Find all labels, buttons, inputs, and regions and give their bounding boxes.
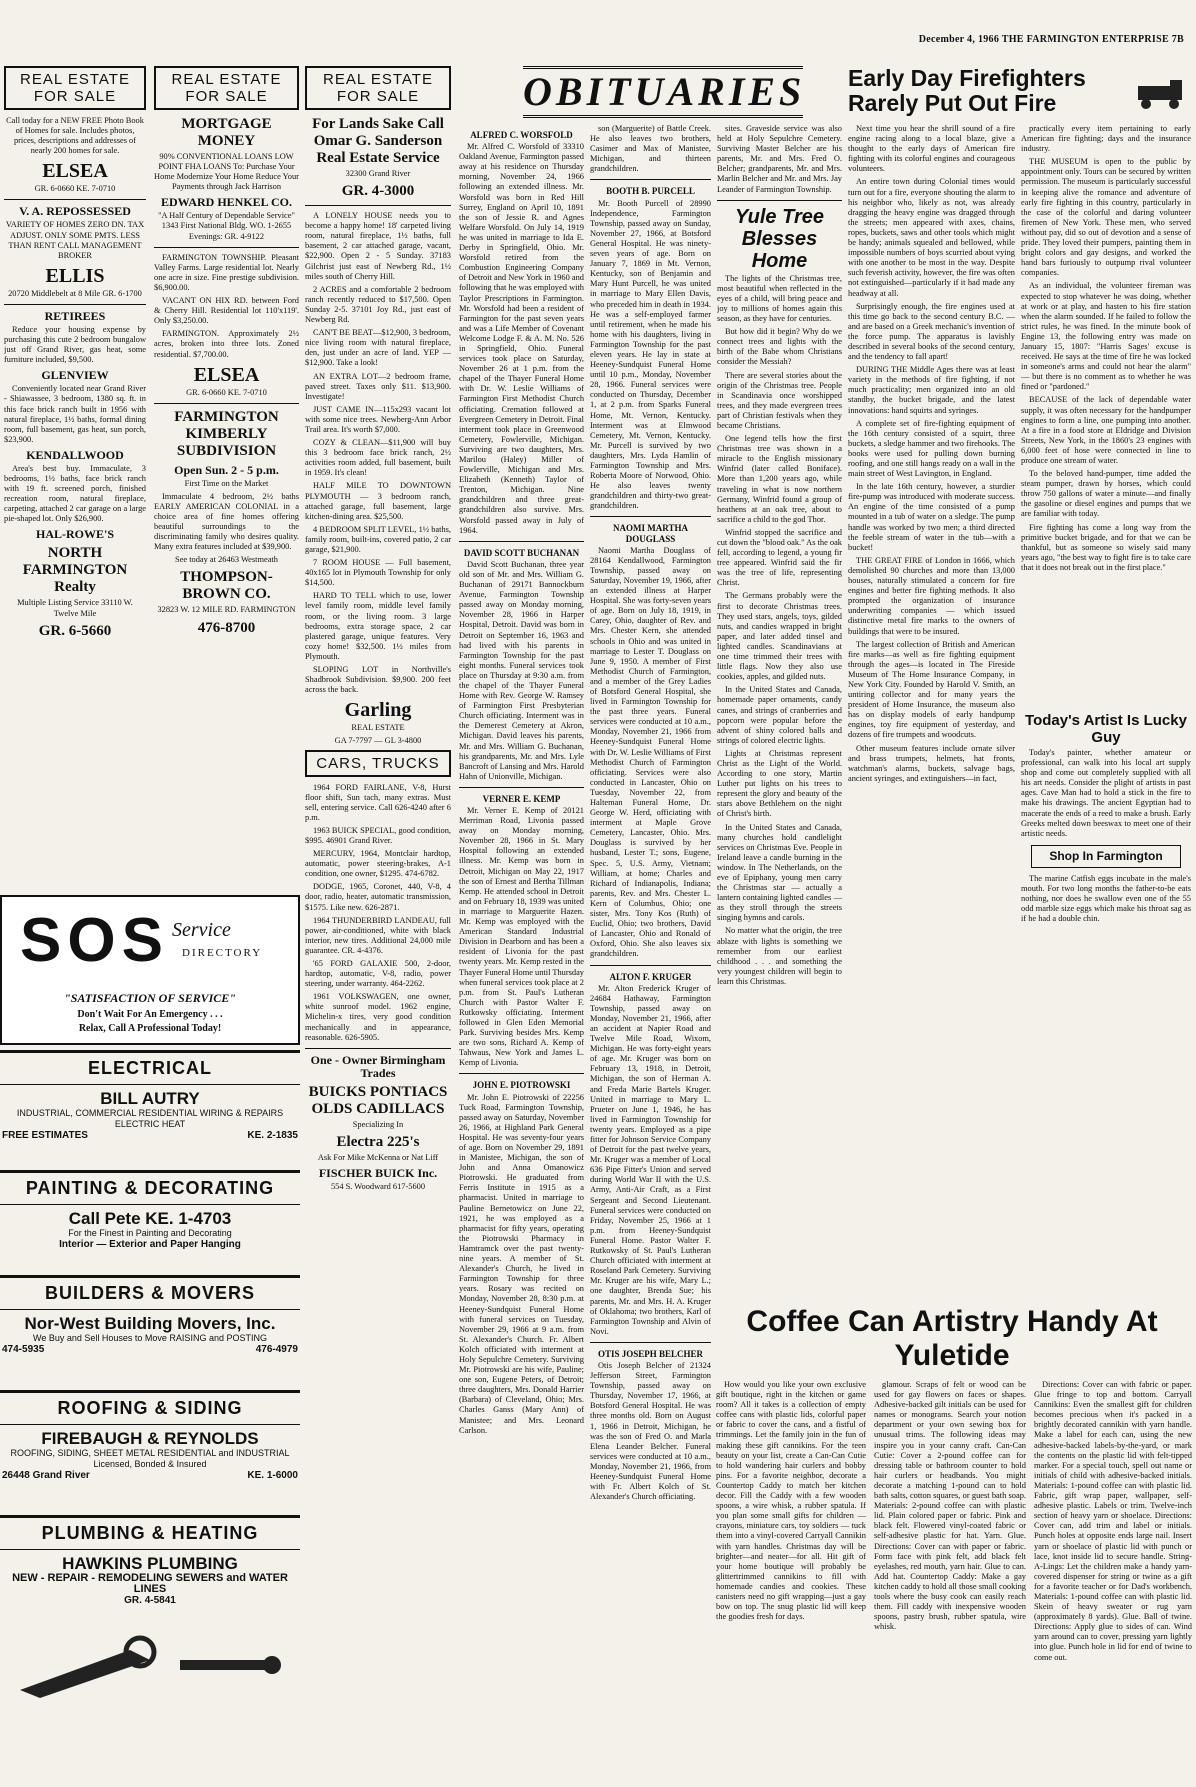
ad-text: Conveniently located near Grand River - Shiawassee, 3 bedroom, 1380 sq. ft. in this face brick ranch built in 1956 with natural fireplace, 1½ baths, formal dining room, full basement, gas heat, sun porch, $23,900. [4, 384, 146, 444]
wrench-illustration [10, 1630, 290, 1700]
obituary-name: JOHN E. PIOTROWSKI [472, 1080, 571, 1091]
obituary-name: NAOMI MARTHA DOUGLASS [613, 523, 688, 544]
yule-text: Lights at Christmas represent Christ as the Light of the World. According to one story, Martin Luther put lights on his trees to represent the glory and beauty of the stars above Bethlehem on the night of Christ's birth. [717, 748, 842, 819]
ad-text: Ask For Mike McKenna or Nat Liff [317, 1152, 439, 1162]
directory-name: FIREBAUGH & REYNOLDS [41, 1429, 259, 1448]
classified-column-1 [4, 66, 146, 891]
shop-farmington-box: Shop In Farmington [1031, 845, 1181, 868]
article-text: DURING THE Middle Ages there was at least variety in the methods of fire fighting, if not much practicality; men organized into an old standby, the bucket brigade, and the latest innovations: hand squirts and syringes. [848, 365, 1015, 415]
classified-column-2 [154, 66, 299, 891]
ad-text: 4 BEDROOM SPLIT LEVEL, 1½ baths, family room, built-ins, covered patio, 2 car garage, $21,900. [305, 524, 451, 554]
yule-text: In the United States and Canada, homemade paper ornaments, candy canes, and strings of cranberries and popcorn were popular before the advent of shiny colored balls and strings of colored electric lights. [717, 685, 842, 745]
ad-text: JUST CAME IN—115x293 vacant lot with some nice trees. Newberg-Ann Arbor Trail area. It's worth $7,000. [305, 404, 451, 434]
ad-text: MERCURY, 1964, Montclair hardtop, automatic, power steering-brakes, A-1 condition, one owner, $1295. 474-6782. [305, 849, 451, 879]
yule-title: Yule Tree Blesses Home [735, 205, 824, 272]
ad-heading: FARMINGTON KIMBERLY SUBDIVISION [174, 408, 279, 459]
article-text: The largest collection of British and American fire marks—as well as fire fighting equipment through the ages—is located in The Fireside Museum of The Home Insurance Company, in New York City. Founded by Harold V. Smith, an untiring collector and for many years the president of Home Insurance, the museum also has on display models of early handpump engines, toy fire equipment of yesterday, and dozens of fire trumpets and woodcuts. [848, 639, 1015, 740]
ad-text: Call today for a NEW FREE Photo Book of Homes for sale. Includes photos, prices, descriptions and addresses of nearly 200 homes for sale. [6, 116, 144, 156]
ad-text: VARIETY OF HOMES ZERO DN. TAX ADJUST. ONLY SOME PMTS. LESS THAN RENT CALL MANAGEMENT BROKER [5, 220, 145, 260]
ad-text: Immaculate 4 bedroom, 2½ baths EARLY AMERICAN COLONIAL in a choice area of fine homes offering beautiful surroundings to the discriminating family who desires quality. Many extra features included at $39,900. [154, 491, 299, 552]
coffee-column-1 [716, 1380, 866, 1778]
ad-heading: NORTH FARMINGTON Realty [22, 545, 128, 596]
ad-heading: ELSEA [42, 160, 108, 183]
ad-text: Area's best buy. Immaculate, 3 bedrooms, 1½ baths, face brick ranch with 19 ft. screened porch, finished recreation room, natural fireplace, carpeting, attached 2 car garage on a large pie-shaped lot. Only $26,900. [4, 463, 146, 524]
article-text: To the beloved hand-pumper, time added the steam pumper, drawn by horses, which could throw 750 gallons of water a minute—and finally the gasoline or diesel engines and pumps that we are familiar with today. [1021, 469, 1191, 519]
directory-band: PAINTING & DECORATING [0, 1170, 300, 1205]
directory-desc: We Buy and Sell Houses to Move RAISING and POSTING [33, 1333, 267, 1343]
article-text: Directions: Cover can with fabric or paper. Glue fringe to top and bottom. Carryall Cannikins: Even the smallest gift for children becomes precious when it's packed in a brightly decorated cannikin with yarn handle. Make a label for each can, using the new adhesive-backed labels-by-the-yard, or mark the contents on the plastic lid with felt-tipped marker. For a special touch, spell out name or initials of child with adhesive-backed initials. Materials: 1-pound coffee can with plastic lid. Fabric, gift wrap paper, wallpaper, self-adhesive plastic. Labels or trim. Twelve-inch section of heavy yarn or shoelace. Directions: Cover can, add trim and label or initials. Punch holes at opposite ends large nail. Insert yarn or shoelace of plastic lid with punch or lace, knot inside lid to secure handle. String-A-Lings: Let the children make a handy yarn-covered dispenser for string or twine as a gift for a favorite teacher or for Dad's workbench. Materials: 1-pound coffee can with plastic lid. Skein of heavy sweater or rug yarn (approximately 8 yards). Glue. Ball of twine. Directions: Apply glue to sides of can. Wind yarn around can to cover, pressing yarn lightly into glue. Punch hole in lid for end of twine to come out. [1034, 1380, 1192, 1662]
obituary-text: Mr. Booth Purcell of 28990 Independence, Farmington Township, passed away on Sunday, November 27, 1966, at Botsford General Hospital. He was ninety-seven years of age. Born on January 7, 1869 in Mt. Vernon, Kentucky, son of Benjamin and Mary Hunt Purcell, he was united in marriage to Mary Ellen Davis, who preceded him in death in 1934. He was a self-employed farmer until retirement, when he made his home with his daughters, living in Farmington Township for the past eleven years. He lay in state at Heeney-Sundquist Funeral Home until 10 p.m., Monday, November 28, 1966. Funeral services were conducted on Thursday, December 1, at 2 p.m. from Sparks Funeral Home, Mt. Vernon, Kentucky. Interment was at Elmwood Cemetery, Mt. Vernon, Kentucky. Mr. Purcell is survived by two daughters, Mrs. Lyda Hamlin of Farmington Township and Mrs. Roberta Moore of Norwood, Ohio. He also leaves twenty grandchildren and thirty-two great-grandchildren. [590, 198, 711, 511]
directory-band: ROOFING & SIDING [0, 1390, 300, 1425]
ad-phone: GA 7-7797 — GL 3-4800 [334, 736, 422, 746]
ad-heading: V. A. REPOSSESSED [19, 204, 131, 219]
obituaries-column-1 [459, 124, 584, 1779]
directory-painting [0, 1170, 300, 1254]
ad-text: DODGE, 1965, Coronet, 440, V-8, 4 door, radio, heater, automatic transmission, $1575. Like new. 626-2871. [305, 882, 451, 912]
directory-name: HAWKINS PLUMBING [62, 1554, 238, 1573]
ad-text: 1963 BUICK SPECIAL, good condition, $995. 46901 Grand River. [305, 825, 451, 845]
sos-logo: SOS [20, 906, 169, 975]
article-text: An entire town during Colonial times would turn out for a fire, everyone shouting the alarm to his neighbor who, likely as not, was already dragging the heavy engine was dragged through the streets; men appeared with axes, chains, ropes, buckets, saws and other tools which might be handy; animals squealed and bellowed, while impossible numbers of boys scurried about vying with one another to be most in the way. Despite such feverish activity, however, the fire was often not extinguished—particularly if it had made any headway at all. [848, 177, 1015, 298]
obituary-text: Mr. Verner E. Kemp of 20121 Merriman Road, Livonia passed away on Monday morning, November 28, 1966 in St. Mary Hospital following an extended illness. Mr. Kemp was born in Detroit, Michigan on May 22, 1917 the son of Ernest and Bertha Tillman Kemp. He attended school in Detroit and on February 18, 1939 was united in marriage to Marguerite Hazen. Mr. Kemp was employed with the American Standard Industrial Division in Dearborn and has been a resident of Livonia for the past twenty years. Mr. Kemp rested in the Thayer Funeral Home until Thursday when funeral services took place at 2 p.m. from St. Paul's Lutheran Church with Pastor Walter F. Rutkowsky officiating. Interment followed in Glen Eden Memorial Park. Surviving besides Mrs. Kemp are two sons, Richard A. Kemp of Tahwaus, New York and James L. Kemp of Livonia. [459, 806, 584, 1068]
coffee-can-title: Coffee Can Artistry Handy At Yuletide [746, 1305, 1158, 1372]
ad-text: VACANT ON HIX RD. between Ford & Cherry Hill. Residential lot 110'x119'. Only $3,250.00. [154, 296, 299, 326]
ad-heading: BUICKS PONTIACS OLDS CADILLACS [308, 1083, 448, 1117]
coffee-column-2 [874, 1380, 1026, 1778]
article-text: BECAUSE of the lack of dependable water supply, it was often necessary for the handpumper engines to form a line, one pumping into another. At a fire in a food store at Eldridge and Division Streets, New York, in the 1860's 23 engines with 6,000 feet of hose were connected in line to produce one stream of water. [1021, 395, 1191, 465]
ad-text: 1964 FORD FAIRLANE, V-8, Hurst floor shift, Sun tach, many extras. Must sell, entering service. Call 626-4240 after 6 p.m. [305, 782, 451, 822]
sos-directory-banner [0, 895, 300, 1045]
ad-text: 90% CONVENTIONAL LOANS LOW POINT FHA LOANS To: Purchase Your Home Modernize Your Home Reduce Your Payments through Jack Harrison [154, 152, 299, 192]
ad-text: "A Half Century of Dependable Service" 1343 First National Bldg. WO. 1-2655 Evenings: GR. 4-9122 [158, 211, 295, 241]
masthead: December 4, 1966 THE FARMINGTON ENTERPRISE 7B [918, 34, 1184, 45]
article-text: How would you like your own exclusive gift boutique, right in the kitchen or game room? All it takes is a collection of empty coffee cans with plastic lids, colorful paper or fabric to cover the cans, and a fistful of trimmings. Let the family join in the fun of making these gift cannikins. For the teen beauty on your list, create a Can-Can Cutie to hold wandering hair curlers and bobby pins. For a favorite neighbor, decorate a Countertop Caddy to match her kitchen decor. Fill the Caddy with a few wooden spoons, a wire whisk, a rubber spatula. If you plan some small gifts for children — crayons, miniature cars, toy soldiers — tuck them into a vinyl-covered Carryall Cannikin with yarn handles. Christmas day will be brighter—and neater—for all. Hit gift of your home boutique will probably be glittertrimmed cannikins to fill with homemade candies and cookies. These canisters need no gift wrapping—just a gay bow on top. The snug plastic lid will keep the goodies fresh for days. [716, 1380, 866, 1622]
sos-directory-label: DIRECTORY [182, 947, 263, 959]
article-text: In the late 16th century, however, a sturdier fire-pump was introduced with moderate success. An engine of the time consisted of a pump mounted in a tub of water on a sledge. The pump handle was worked by two men; a third directed the feeble stream of water in the tub—with a bucket! [848, 482, 1015, 552]
article-text: The marine Catfish eggs incubate in the male's mouth. For two long months the father-to-be eats nothing, nor does he swallow even one of the 55 odd marble size eggs which make his throat sag as if he had a double chin. [1021, 873, 1191, 924]
classified-header: REAL ESTATE FOR SALE [154, 66, 299, 110]
directory-electrical [0, 1050, 300, 1145]
obituary-name: VERNER E. KEMP [482, 793, 561, 804]
ad-text: 7 ROOM HOUSE — Full basement, 40x165 lot in Plymouth Township for only $14,500. [305, 558, 451, 588]
ad-heading: Electra 225's [336, 1133, 420, 1150]
ad-phone: 20720 Middlebelt at 8 Mile GR. 6-1700 [8, 288, 142, 298]
article-text: THE GREAT FIRE of London in 1666, which demolished 90 churches and more than 13,000 houses, naturally stimulated a concern for fire engines and better fire fighting methods. It also prompted the organization of insurance underwriting companies — which issued distinctive metal fire marks to the owners of buildings that were to be insured. [848, 555, 1015, 636]
obituaries-title: OBITUARIES [523, 66, 803, 118]
artist-article [1021, 708, 1191, 1038]
directory-desc: NEW - REPAIR - REMODELING SEWERS and WATER LINES [12, 1572, 288, 1595]
ad-heading: EDWARD HENKEL CO. [160, 195, 293, 210]
directory-name: Nor-West Building Movers, Inc. [24, 1314, 276, 1333]
classified-header: REAL ESTATE FOR SALE [305, 66, 451, 110]
ad-text: REAL ESTATE [351, 723, 405, 733]
ad-text: SLOPING LOT in Northville's Shadbrook Subdivision. $9,900. 200 feet across the back. [305, 665, 451, 695]
ad-text: FARMINGTON TOWNSHIP. Pleasant Valley Farms. Large residential lot. Nearly one acre in size. Fine prestige subdivision. $6,900.00. [154, 252, 299, 292]
obituary-text: Mr. John E. Piotrowski of 22256 Tuck Road, Farmington Township, passed away on Saturday, November 26, 1966, at Highland Park General Hospital. He was seventy-four years of age. Born on November 29, 1891 in Manistee, Michigan, the son of John and Anna Omanowicz Piotrowski. He graduated from Ferris Institute in 1915 as a pharmacist. United in marriage to Pauline Bernetowicz on June 22, 1921, he was employed as a pharmacist for fifty years, operating the Piotrowski Pharmacy in Hamtramck over the past twenty-nine years. A member of St. Alexander's Church, he lived in Farmington Township for three years. Rosary was recited on Monday, November 28, 8:30 p.m. at Heeney-Sundquist Funeral Home with funeral services on Tuesday, November 29, 1966 at 9 a.m. from St. Alexander's Church. Fr. Albert Kolch officiated with interment at Holy Sepulchre Cemetery. Surviving Mr. Piotrowski are his wife, Pauline; one son, Eugene Peters, of Detroit; three daughters, Mrs. Donald Harrier (Barbara) of Cleveland, Ohio; Mrs. Charles Ganss (Mary Ann) of Manistee; and Mrs. Leonard Carlson. [459, 1092, 584, 1435]
yule-text: In the United States and Canada, many churches hold candlelight services on Christmas Eve. People in Ireland leave a candle burning in the window. In The Netherlands, on the eve of Epiphany, young men carry the Christmas star — actually a lantern containing lighted candles — as they stroll through the streets singing hymns and carols. [717, 822, 842, 923]
obituary-text: Mr. Alton Frederick Kruger of 24684 Hathaway, Farmington Township, passed away on Monday, November 21, 1966, after an accident at Napier Road and Twelve Mile Road, Wixom, Michigan. He was forty-eight years of age. Mr. Kruger was born on February 13, 1918, in Detroit, Michigan, the son of Herman A. and Freda Marie Bartels Kruger. United in marriage to Mary L. Prueter on June 1, 1946, he has lived in Farmington Township for twenty years. Employed as a pipe fitter for Johnson Service Company of Detroit for the past twelve years, Mr. Kruger was a member of Local 636 Pipe Fitter's Union and served during World War II with the U.S. Army, Anti-Air Craft, as a First Sergeant and Second Lieutenant. Funeral services were conducted on Friday, November 25, 1966 at 1 p.m. from Heeney-Sundquist Funeral Home. Pastor Walter F. Rutkowsky of St. Paul's Lutheran Church officiated with interment at Roseland Park Cemetery. Surviving Mr. Kruger are his wife, Mary L.; one daughter, Brenda Sue; his parents, Mr. and Mrs. H. A. Kruger of Oklahoma; two brothers, Karl of Farmington Township and Alvin of Novi. [590, 983, 711, 1336]
obituary-text: sites. Graveside service was also held at Holy Sepulchre Cemetery. Surviving Master Belcher are his parents, Mr. and Mrs. Fred O. Belcher; grandparents, Mr. and Mrs. Marlin Belcher and Mr. and Mrs. Jay Leander of Farmington Township. [717, 124, 842, 194]
directory-band: ELECTRICAL [0, 1050, 300, 1085]
obituary-name: OTIS JOSEPH BELCHER [597, 1348, 704, 1359]
directory-band: PLUMBING & HEATING [0, 1515, 300, 1550]
ad-text: 32300 Grand River [345, 169, 411, 178]
article-text: Today's painter, whether amateur or professional, can walk into his local art supply shop and come out completely supplied with all his art needs. Consider the plight of artists in past ages. Cave Man had to hold a stick in the fire to make his drawings. The ancient Egyptian had to macerate the ends of a reed to make a brush. Early Greeks melted down beeswax to meet one of their artistic needs. [1021, 748, 1191, 838]
obituary-text: Naomi Martha Douglass of 28164 Kendallwood, Farmington Township, passed away on Saturday, November 19, 1966, after an extended illness at Harper Hospital. She was forty-seven years of age. Born on July 18, 1919, in Carey, Ohio, daughter of Rev. and Mrs. Chester Kern, she attended schools in Ohio and was united in marriage to Lester T. Douglass on June 9, 1950. A member of First Methodist Church of Farmington, and a member of the Grey Ladies of Botsford General Hospital, she lived in Farmington Township for the past three years. Funeral services were conducted at 10 a.m., Monday, November 21, 1966 from Heeney-Sundquist Funeral Home with Dr. W. Leslie Williams of First Methodist Church of Farmington officiating. Services were also conducted in Lancaster, Ohio on Tuesday, November 22, from Halteman Funeral Home, Dr. George W. Herd, officiating with interment at Maple Grove Cemetery, Lancaster, Ohio. Mrs. Douglass is survived by her husband, Lester T.; sons, Eugene, Spec. 5, U.S. Army, Vietnam; William, at home; Charles and Richard of Indianapolis, Indiana; parents, Rev. and Mrs. Chester L. Kern of Columbus, Ohio; one sister, Mrs. Tony Kos (Ruth) of Euclid, Ohio; two brothers, David of Lancaster, Ohio and Ronald of Oxford, Ohio. She also leaves six grandchildren. [590, 545, 711, 959]
obituary-name: ALFRED C. WORSFOLD [470, 130, 573, 140]
ad-heading: ELSEA [193, 363, 260, 386]
directory-plumbing [0, 1515, 300, 1610]
directory-phone: 476-4979 [255, 1344, 298, 1355]
obituary-text: son (Marguerite) of Battle Creek. He also leaves two brothers, Casimer and Max of Manistee, Michigan, and thirteen grandchildren. [590, 124, 711, 174]
ad-phone: GR. 6-0660 KE. 7-0710 [34, 184, 116, 194]
ad-heading: FISCHER BUICK Inc. [318, 1165, 438, 1180]
directory-phone: KE. 2-1835 [247, 1130, 298, 1141]
yule-text: One legend tells how the first Christmas tree was shown in a miracle to the English missionary Winfrid (later called Boniface). More than 1,200 years ago, while traveling in what is now northern Germany, Winfrid found a group of heathens at an oak tree, about to sacrifice a child to the god Thor. [717, 434, 842, 524]
obituary-name: ALTON F. KRUGER [609, 971, 692, 982]
directory-left: FREE ESTIMATES [2, 1130, 88, 1141]
obituaries-column-2 [590, 124, 711, 1779]
directory-roofing [0, 1390, 300, 1485]
firefighters-title: Early Day Firefighters Rarely Put Out Fire [848, 65, 1086, 116]
ad-text: HARD TO TELL which to use, lower level family room, middle level family room, or the living room. 3 large bedrooms, extra storage space, 2 car plastered garage, unique features. Very cozy home! $32,500. 1½ miles from Plymouth. [305, 591, 451, 661]
yule-column [717, 124, 842, 1299]
fire-engine-icon [1132, 72, 1188, 112]
classified-column-3 [305, 66, 451, 1781]
article-text: As an individual, the volunteer fireman was expected to stop whatever he was doing, whether at work or at play, and hasten to his fire station when the alarm sounded. If he failed to follow the strict rules, he was fined. In the minute book of Engine 13, the following entry was made on January 15, 1807: "Harris Sages' excuse is received. He says at the time of fire he was locked in someone's arms and could not hear the alarm" — but there is no comment as to whether he was fined or "pardoned." [1021, 281, 1191, 392]
ad-text: COZY & CLEAN—$11,900 will buy this 3 bedroom face brick ranch, 2½ activities room added, full basement, built in 1959. It's clean! [305, 438, 451, 478]
directory-desc: INDUSTRIAL, COMMERCIAL RESIDENTIAL WIRING & REPAIRS ELECTRIC HEAT [16, 1108, 284, 1129]
ad-text: Multiple Listing Service 33110 W. Twelve Mile [17, 598, 133, 618]
ad-text: AN EXTRA LOT—2 bedroom frame, paved street. Taxes only $11. $13,900. Investigate! [305, 371, 451, 401]
directory-left: Interior — Exterior and Paper Hanging [59, 1239, 241, 1250]
directory-builders [0, 1275, 300, 1359]
ad-text: 1961 VOLKSWAGEN, one owner, white sunroof model. 1962 engine, Michelin-x tires, very good condition mechanically and in appearance, reasonable. 626-5905. [305, 992, 451, 1042]
ad-text: 2 ACRES and a comfortable 2 bedroom ranch recently reduced to $17,500. Open Sunday 2-5. 37101 Joy Rd., just east of Newberg Rd. [305, 284, 451, 325]
article-text: Surprisingly enough, the fire engines used at this time go back to the second century B.C. — and are based on a Greek mechanic's invention of the force pump. The apparatus is lavishly described in several books of the second century, and the tendency to fall apart! [848, 301, 1015, 362]
directory-desc: For the Finest in Painting and Decorating [68, 1228, 232, 1238]
yule-text: The lights of the Christmas tree, most beautiful when reflected in the eyes of a child, will bring peace and joy to millions of homes again this season, as they have for centuries. [717, 273, 842, 324]
article-text: THE MUSEUM is open to the public by appointment only. Tours can be secured by written permission. The museum is particularly successful in keeping alive the romance and adventure of early fire fighting in this country, particularly in the case of the colorful and daring volunteer firemen of New York. These men, who served without pay, did so out of devotion and a sense of pride. They loved their pumpers, painting them in bright colors and gay designs, and worked the hand bars furiously to outpump rival volunteer companies. [1021, 157, 1191, 278]
obituary-name: BOOTH B. PURCELL [606, 186, 695, 197]
ad-text: A LONELY HOUSE needs you to become a happy home! 18' carpeted living room, natural fireplace, 1½ baths, full basement, 2 car attached garage, vacant, $22,900. Open 2 - 5 Sunday. 37183 Gilchrist just east of Newberg Rd., 1½ miles south of Cherry Hill. [305, 211, 451, 281]
article-text: Fire fighting has come a long way from the primitive bucket brigade, and for that we can be thankful, but as someone so wisely said many years ago, "the best way to fight fire is to take care that it does not break out in the first place." [1021, 522, 1191, 572]
ad-phone: 554 S. Woodward 617-5600 [330, 1181, 426, 1191]
ad-text: 1964 THUNDERBIRD LANDEAU, full power, air-conditioned, white with black interior, new tires. Additional 24,000 mile guarantee. CR. 4-4376. [305, 915, 451, 955]
ad-heading: THOMPSON-BROWN CO. [180, 569, 273, 603]
ad-heading: ELLIS [45, 264, 105, 287]
ad-phone: GR. 4-3000 [341, 183, 415, 200]
article-text: A complete set of fire-fighting equipment of the 16th century consisted of a squirt, three buckets, a sledge hammer and two firehooks. The books were used for pulling down burning roofing, and one still hangs ready on a wall in the main street of West Lavington, in England. [848, 418, 1015, 479]
ad-heading: Garling [344, 699, 412, 722]
ad-heading: For Lands Sake Call Omar G. Sanderson Real Estate Service [312, 116, 444, 166]
ad-text: HALF MILE TO DOWNTOWN PLYMOUTH — 3 bedroom ranch, attached garage, full basement, large kitchen-dining area. $25,500. [305, 481, 451, 521]
ad-heading: MORTGAGE MONEY [181, 116, 272, 149]
sos-line-2: Relax, Call A Professional Today! [78, 1023, 222, 1034]
ad-text: Reduce your housing expense by purchasing this cute 2 bedroom bungalow just off Grand River, gas heat, some furniture included, $9,500. [4, 324, 146, 365]
cars-header: CARS, TRUCKS [305, 750, 451, 777]
obituary-text: Mr. Alfred C. Worsfold of 33310 Oakland Avenue, Farmington passed away at his residence on Thursday morning, November 24, 1966 following an extended illness. Mr. Worsfold was born in Red Hill Surrey, England on April 10, 1891 the son of Jessie R. and Agnes Welfare Worsfold. On July 14, 1919 he was united in marriage to Ida E. Derby in Springfield, Ohio. Mr. Worsfold retired from the Combustion Engineering Company of Detroit and New York in 1960 and following that he was employed with Taylor Prescriptions in Farmington. Mr. Worsfold had been a resident of Farmington for the past seven years and was a Life Member of Covenant Welcome Lodge F. & A. M. No. 526 in Springfield, Ohio. Funeral services took place on Saturday, November 26 at 1 p.m. from the chapel of the Thayer Funeral Home with Dr. W. Leslie Williams of Farmington First Methodist Church officiating. Cremation followed at Evergreen Cemetery in Detroit. Final interment took place in Greenwood Cemetery, Fowlerville, Michigan. Surviving are two daughters, Mrs. Marilou (Haley) Miller of Fowlerville, Michigan and Mrs. Elizabeth (Kenneth) Taylor of Trenton, Michigan. Nine grandchildren and three great-grandchildren also survive. Mrs. Worsfold passed away in July of 1964. [459, 142, 584, 535]
article-text: glamour. Scraps of felt or wood can be used for gay flowers on faces or shapes. Adhesive-backed gilt initials can be used for names or monograms. Search your notion department or your own sewing box for unusual trims. The following ideas may inspire you in your canny craft. Can-Can Cutie: Cover a 2-pound coffee can for dressing table or bathroom counter to hold hair curlers or headbands. You might decorate a matching 1-pound can to hold bath salts, cotton squares, or guest bath soap. Materials: 2-pound coffee can with plastic lid. Plain colored paper or fabric. Pink and black felt. Flowered vinyl-coated fabric or self-adhesive plastic for hat. Yarn. Glue. Directions: Cover can with paper or fabric. Form face with pink felt, add black felt eyelashes, red mouth, yarn hair. Glue to can. Add hat. Countertop Caddy: Make a gay kitchen caddy to hold all those small cooking tools where the busy cook can easily reach them. Fill caddy with inexpensive wooden spoons, pastry brush, rubber spatula, wire whisk. [874, 1380, 1026, 1632]
classified-header: REAL ESTATE FOR SALE [4, 66, 146, 110]
ad-heading: RETIREES [44, 308, 106, 323]
directory-name: BILL AUTRY [100, 1089, 200, 1108]
directory-desc: ROOFING, SIDING, SHEET METAL RESIDENTIAL and INDUSTRIAL Licensed, Bonded & Insured [10, 1448, 290, 1469]
sos-service-label: Service [172, 919, 231, 941]
obituary-text: Otis Joseph Belcher of 21324 Jefferson Street, Farmington Township, passed away on Thursday, November 17, 1966, at Botsford General Hospital. He was three months old. Born on August 1, 1966 in Detroit, Michigan, he was the son of Fred O. and Marla Elena Leander Belcher. Funeral services were conducted at 10 a.m., Monday, November 21, 1966, from Heeney-Sundquist Funeral Home with Fr. Albert Kolch of St. Alexander's Church officiating. [590, 1360, 711, 1502]
sos-tagline: "SATISFACTION OF SERVICE" [64, 991, 236, 1005]
firefighters-column-2 [1021, 124, 1191, 704]
yule-text: There are several stories about the origin of the Christmas tree. People in Scandinavia once worshipped trees, and they made evergreen trees part of Christian festivals when they became Christians. [717, 370, 842, 430]
ad-text: First Time on the Market [184, 478, 269, 488]
directory-name: Call Pete KE. 1-4703 [68, 1209, 232, 1228]
ad-heading: Open Sun. 2 - 5 p.m. [174, 462, 279, 477]
ad-text: Specializing In [352, 1119, 404, 1129]
sos-line-1: Don't Wait For An Emergency . . . [77, 1009, 223, 1020]
obituary-text: David Scott Buchanan, three year old son of Mr. and Mrs. William G. Buchanan of 29171 Bannockburn Avenue, Farmington Township passed away on Monday morning, November 28, 1966 in Harper Hospital, Detroit. David was born in Detroit on September 16, 1963 and had lived with his parents in Farmington Township for the past eight months. Funeral services took place on Thursday at 9:30 a.m. from the chapel of the Thayer Funeral Home with Rev. George W. Ramsey of Farmington First Presbyterian Church officiating. Interment was in the Demerest Cemetery at Akron, Michigan. David leaves his parents, Mr. and Mrs. William G. Buchanan, his grandparents, Mr. and Mrs. Lyle Bancroft of Lansing and Mrs. Harold Hahn of Unionville, Michigan. [459, 559, 584, 781]
directory-band: BUILDERS & MOVERS [0, 1275, 300, 1310]
yule-text: Winfrid stopped the sacrifice and cut down the "blood oak." As the oak fell, according to legend, a young fir tree appeared. Winfrid said the fir was the tree of life, representing Christ. [717, 527, 842, 588]
yule-text: But how did it begin? Why do we connect trees and lights with the birth of the Babe whom Christians consider the Messiah? [717, 327, 842, 367]
article-text: Other museum features include ornate silver and brass trumpets, helmets, hat fronts, watchman's alarms, buckets, salvage bags, ancient syringes, and extinguishers—in fact, [848, 743, 1015, 783]
article-text: practically every item pertaining to early American fire fighting; days and the insurance industry. [1021, 124, 1191, 154]
ad-text: 32823 W. 12 MILE RD. FARMINGTON [157, 605, 296, 615]
ad-heading: HAL-ROWE'S [35, 527, 114, 542]
ad-text: FARMINGTON. Approximately 2½ acres, broken into three lots. Zoned residential. $7,700.00. [154, 329, 299, 359]
firefighters-column-1 [848, 124, 1015, 1299]
yule-text: No matter what the origin, the tree ablaze with lights is something we remember from our earliest childhood . . . and something the very youngest children will begin to learn this Christmas. [717, 926, 842, 986]
ad-text: '65 FORD GALAXIE 500, 2-door, hardtop, automatic, V-8, radio, power steering, under warranty. 464-2262. [305, 959, 451, 989]
yule-text: The Germans probably were the first to decorate Christmas trees. They used stars, angels, toys, gilded nuts, and candies wrapped in bright paper, and later added tinsel and lighted candles. Scandinavians at one time trimmed their trees with little flags. Now they also use cookies, apples, and gilded nuts. [717, 591, 842, 682]
directory-address: 26448 Grand River [2, 1470, 90, 1481]
ad-phone: GR. 6-0660 KE. 7-0710 [186, 387, 267, 397]
ad-heading: One - Owner Birmingham Trades [310, 1052, 446, 1080]
directory-phone: 474-5935 [2, 1344, 45, 1355]
ad-heading: KENDALLWOOD [26, 447, 124, 462]
ad-heading: GLENVIEW [41, 368, 109, 383]
directory-phone: GR. 4-5841 [124, 1595, 176, 1606]
ad-phone: 476-8700 [197, 619, 256, 636]
article-text: Next time you hear the shrill sound of a fire engine racing along to a local blaze, give a thought to the early days of American fire fighting with its colorful engines and courageous volunteers. [848, 124, 1015, 174]
artist-title: Today's Artist Is Lucky Guy [1025, 712, 1187, 746]
ad-text: See today at 26463 Westmeath [175, 555, 278, 565]
directory-phone: KE. 1-6000 [247, 1470, 298, 1481]
obituary-name: DAVID SCOTT BUCHANAN [463, 547, 580, 558]
ad-text: CAN'T BE BEAT—$12,900, 3 bedroom, nice living room with natural fireplace, den, just under an acre of land. YEP — $12,900. Take a look! [305, 328, 451, 368]
ad-phone: GR. 6-5660 [38, 622, 112, 639]
coffee-column-3 [1034, 1380, 1192, 1778]
